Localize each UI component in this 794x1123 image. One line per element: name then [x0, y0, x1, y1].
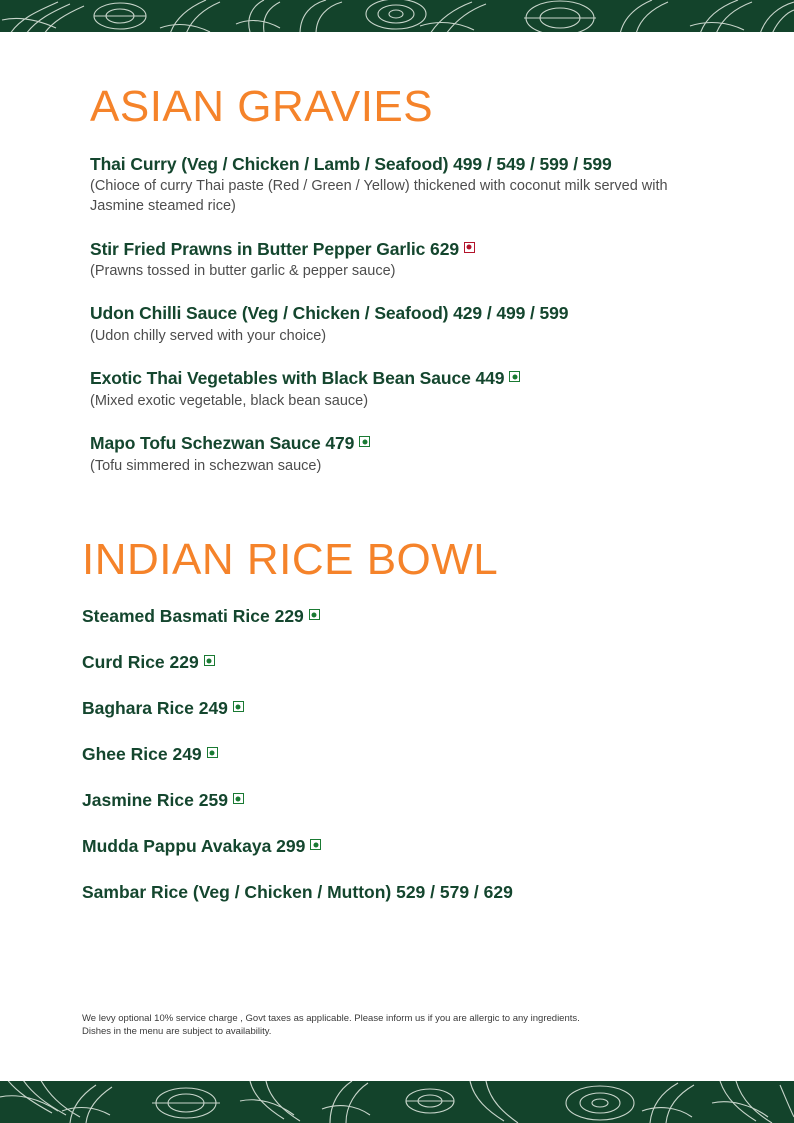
decorative-band-top: [0, 0, 794, 32]
menu-item-name: [90, 153, 734, 175]
section-title-asian-gravies: ASIAN GRAVIES: [90, 82, 434, 131]
menu-item-name-text: Stir Fried Prawns in Butter Pepper Garlic 629: [90, 238, 459, 259]
footer-disclaimer: [82, 1013, 722, 1039]
menu-item: [82, 836, 734, 857]
menu-item-name-text: Udon Chilli Sauce (Veg / Chicken / Seafood) 429 / 499 / 599: [90, 303, 569, 324]
menu-item-name-text: Baghara Rice 249: [82, 698, 228, 719]
nonveg-mark-icon: [464, 242, 475, 253]
asian-gravies-list: [60, 153, 734, 476]
decorative-band-bottom: [0, 1081, 794, 1123]
menu-item: [82, 698, 734, 719]
menu-item-name-text: Jasmine Rice 259: [82, 790, 228, 811]
veg-mark-icon: [509, 371, 520, 382]
veg-mark-icon: [310, 839, 321, 850]
indian-rice-bowl-list: [60, 606, 734, 903]
menu-item-description: (Mixed exotic vegetable, black bean sauce): [90, 392, 369, 409]
menu-item: [90, 238, 734, 282]
veg-mark-icon: [309, 609, 320, 620]
menu-item: [82, 652, 734, 673]
menu-item-name: [90, 238, 734, 260]
section-indian-rice-bowl: [0, 535, 794, 903]
menu-item-name: [90, 432, 734, 454]
menu-item-name-text: Ghee Rice 249: [82, 744, 202, 765]
footer-line-1: We levy optional 10% service charge , Govt taxes as applicable. Please inform us if you are allergic to any ingredients.: [82, 1013, 580, 1024]
menu-item: [90, 432, 734, 476]
footer-line-2: Dishes in the menu are subject to availability.: [82, 1025, 272, 1037]
menu-item: [90, 302, 734, 346]
section-title-indian-rice-bowl: INDIAN RICE BOWL: [82, 535, 499, 585]
menu-item-name: [90, 367, 734, 389]
menu-item-name-text: Curd Rice 229: [82, 652, 199, 673]
menu-item-name-text: Steamed Basmati Rice 229: [82, 606, 304, 627]
menu-item: [90, 367, 734, 411]
menu-item-description: (Tofu simmered in schezwan sauce): [90, 457, 322, 474]
veg-mark-icon: [233, 701, 244, 712]
menu-item-name-text: Mapo Tofu Schezwan Sauce 479: [90, 433, 355, 454]
menu-item-description: (Prawns tossed in butter garlic & pepper sauce): [90, 262, 396, 279]
menu-item-description: (Udon chilly served with your choice): [90, 327, 327, 344]
menu-item-name-text: Exotic Thai Vegetables with Black Bean Sauce 449: [90, 368, 505, 389]
menu-item: [82, 606, 734, 627]
menu-item: [82, 744, 734, 765]
section-spacer: [0, 476, 794, 538]
menu-item: [82, 790, 734, 811]
menu-content: [0, 32, 794, 903]
menu-item-name-text: Thai Curry (Veg / Chicken / Lamb / Seafood) 499 / 549 / 599 / 599: [90, 154, 612, 174]
veg-mark-icon: [359, 436, 370, 447]
menu-item-name: [90, 302, 734, 324]
menu-item-description: (Chioce of curry Thai paste (Red / Green / Yellow) thickened with coconut milk served with Jasmine steamed rice): [90, 178, 668, 214]
menu-item-name-text: Mudda Pappu Avakaya 299: [82, 836, 306, 857]
veg-mark-icon: [207, 747, 218, 758]
veg-mark-icon: [204, 655, 215, 666]
menu-item: [90, 153, 734, 217]
menu-item-name-text: Sambar Rice (Veg / Chicken / Mutton) 529 / 579 / 629: [82, 882, 513, 903]
section-asian-gravies: [0, 32, 794, 476]
menu-item: [82, 882, 734, 903]
veg-mark-icon: [233, 793, 244, 804]
